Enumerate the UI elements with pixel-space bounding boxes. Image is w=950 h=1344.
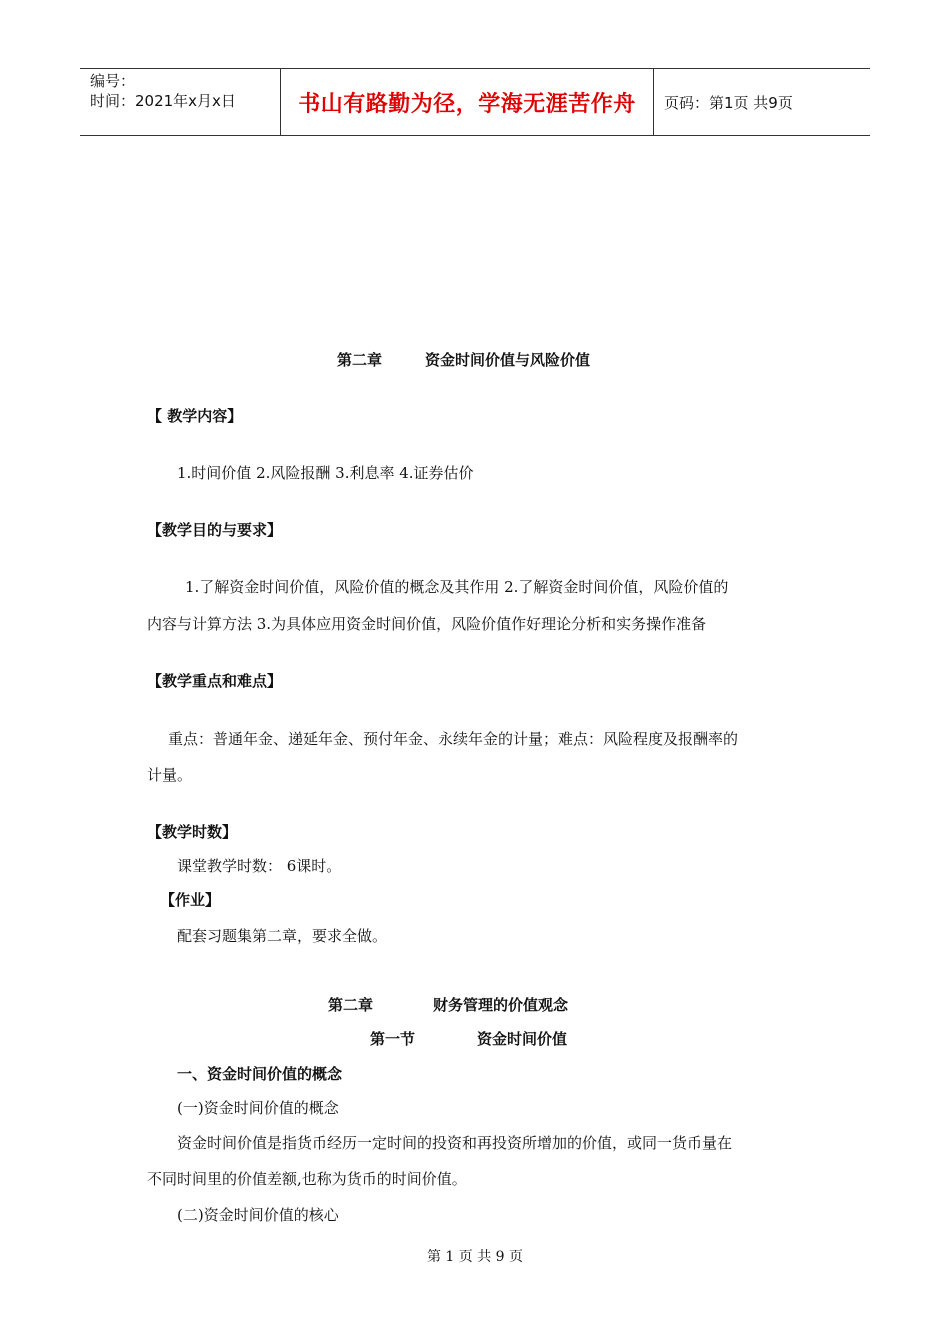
teaching-goals-heading: 【教学目的与要求】 xyxy=(147,521,283,539)
chapter-name: 资金时间价值与风险价值 xyxy=(425,351,591,369)
header-table xyxy=(80,68,870,136)
section-number: 第一节 xyxy=(370,1030,416,1048)
homework-heading: 【作业】 xyxy=(160,891,221,909)
heading-one: 一、资金时间价值的概念 xyxy=(177,1065,343,1083)
header-meta-cell xyxy=(80,69,281,135)
subheading-one: (一)资金时间价值的概念 xyxy=(177,1099,339,1117)
key-points-line-1: 重点：普通年金、递延年金、预付年金、永续年金的计量；难点：风险程度及报酬率的 xyxy=(168,730,739,748)
document-number-label: 编号： xyxy=(90,72,136,90)
header-motto: 书山有路勤为径，学海无涯苦作舟 xyxy=(281,69,654,135)
chapter-number: 第二章 xyxy=(337,351,383,369)
chapter-title xyxy=(337,350,590,370)
body-chapter-name: 财务管理的价值观念 xyxy=(433,996,569,1014)
teaching-hours-heading: 【教学时数】 xyxy=(147,823,238,841)
key-points-line-2: 计量。 xyxy=(147,766,193,784)
body-chapter-number: 第二章 xyxy=(328,996,374,1014)
header-page-info: 页码：第1页 共9页 xyxy=(664,93,793,112)
body-chapter-title xyxy=(328,995,568,1015)
teaching-content-text: 1.时间价值 2.风险报酬 3.利息率 4.证券估价 xyxy=(177,464,474,482)
teaching-goals-line-1: 1.了解资金时间价值，风险价值的概念及其作用 2.了解资金时间价值，风险价值的 xyxy=(185,578,729,596)
document-date-label: 时间：2021年x月x日 xyxy=(90,92,236,110)
page-footer: 第 1 页 共 9 页 xyxy=(426,1249,524,1265)
teaching-hours-text: 课堂教学时数： 6课时。 xyxy=(177,857,342,875)
section-name: 资金时间价值 xyxy=(477,1030,568,1048)
subheading-two: (二)资金时间价值的核心 xyxy=(177,1206,339,1224)
teaching-content-heading: 【 教学内容】 xyxy=(147,407,243,425)
key-points-heading: 【教学重点和难点】 xyxy=(147,672,283,690)
paragraph-one-line-1: 资金时间价值是指货币经历一定时间的投资和再投资所增加的价值，或同一货币量在 xyxy=(177,1134,733,1152)
teaching-goals-line-2: 内容与计算方法 3.为具体应用资金时间价值，风险价值作好理论分析和实务操作准备 xyxy=(147,615,707,633)
section-title xyxy=(370,1029,567,1049)
paragraph-one-line-2: 不同时间里的价值差额,也称为货币的时间价值。 xyxy=(147,1170,467,1188)
homework-text: 配套习题集第二章，要求全做。 xyxy=(177,927,388,945)
